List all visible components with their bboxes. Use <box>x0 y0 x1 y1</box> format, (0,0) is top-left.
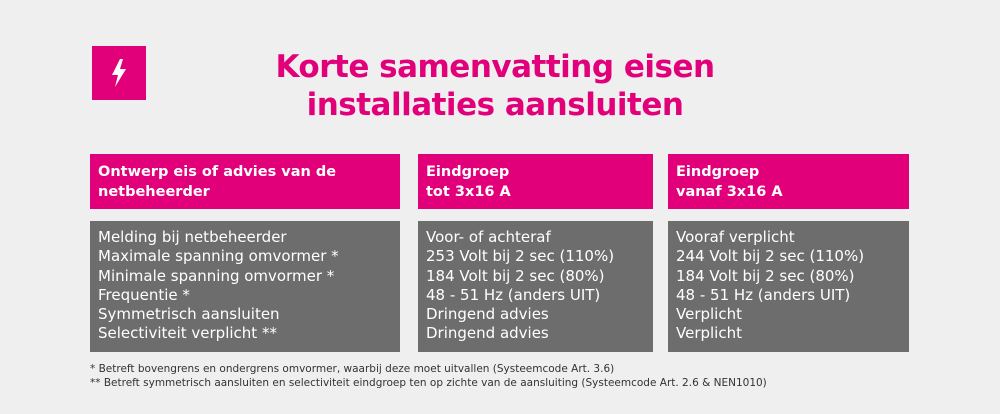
table-cell: Selectiviteit verplicht ** <box>98 324 277 343</box>
table-cell: Verplicht <box>676 305 742 324</box>
column-header-tot-3x16a <box>418 154 653 209</box>
table-cell: Minimale spanning omvormer * <box>98 266 335 285</box>
footnote-2: ** Betreft symmetrisch aansluiten en selectiviteit eindgroep ten op zichte van de aansluiting (Systeemcode Art. 2.6 & NEN1010) <box>90 377 767 389</box>
column-header-vanaf-3x16a <box>668 154 909 209</box>
logo <box>92 46 146 100</box>
page-title <box>250 48 740 124</box>
page-title-line-2: installaties aansluiten <box>306 87 684 123</box>
table-cell: Verplicht <box>676 324 742 343</box>
table-cell: 48 - 51 Hz (anders UIT) <box>426 285 601 304</box>
tot-3x16a-column <box>418 221 653 352</box>
column-header-line: Ontwerp eis of advies van de <box>98 164 337 180</box>
table-cell: 253 Volt bij 2 sec (110%) <box>426 247 615 266</box>
footnotes <box>90 362 767 390</box>
page-title-line-1: Korte samenvatting eisen <box>275 49 715 85</box>
column-header-line: Eindgroep <box>426 164 510 180</box>
table-cell: Dringend advies <box>426 324 549 343</box>
lightning-bolt-icon <box>108 58 130 88</box>
table-cell: 184 Volt bij 2 sec (80%) <box>676 266 855 285</box>
footnote-1: * Betreft bovengrens en ondergrens omvormer, waarbij deze moet uitvallen (Systeemcode Art. 3.6) <box>90 363 615 375</box>
table-cell: Voor- of achteraf <box>426 228 551 246</box>
requirements-column <box>90 221 400 352</box>
column-header-line: Eindgroep <box>676 164 760 180</box>
table-cell: Melding bij netbeheerder <box>98 228 287 246</box>
table-cell: Dringend advies <box>426 305 549 324</box>
column-header-requirement <box>90 154 400 209</box>
table-cell: Frequentie * <box>98 285 190 304</box>
column-header-line: netbeheerder <box>98 184 210 200</box>
table-cell: Maximale spanning omvormer * <box>98 247 339 266</box>
table-cell: 184 Volt bij 2 sec (80%) <box>426 266 605 285</box>
vanaf-3x16a-column <box>668 221 909 352</box>
column-header-line: tot 3x16 A <box>426 184 511 200</box>
table-cell: Symmetrisch aansluiten <box>98 305 280 324</box>
column-header-line: vanaf 3x16 A <box>676 184 783 200</box>
table-cell: Vooraf verplicht <box>676 228 795 246</box>
table-cell: 244 Volt bij 2 sec (110%) <box>676 247 865 266</box>
table-cell: 48 - 51 Hz (anders UIT) <box>676 285 851 304</box>
